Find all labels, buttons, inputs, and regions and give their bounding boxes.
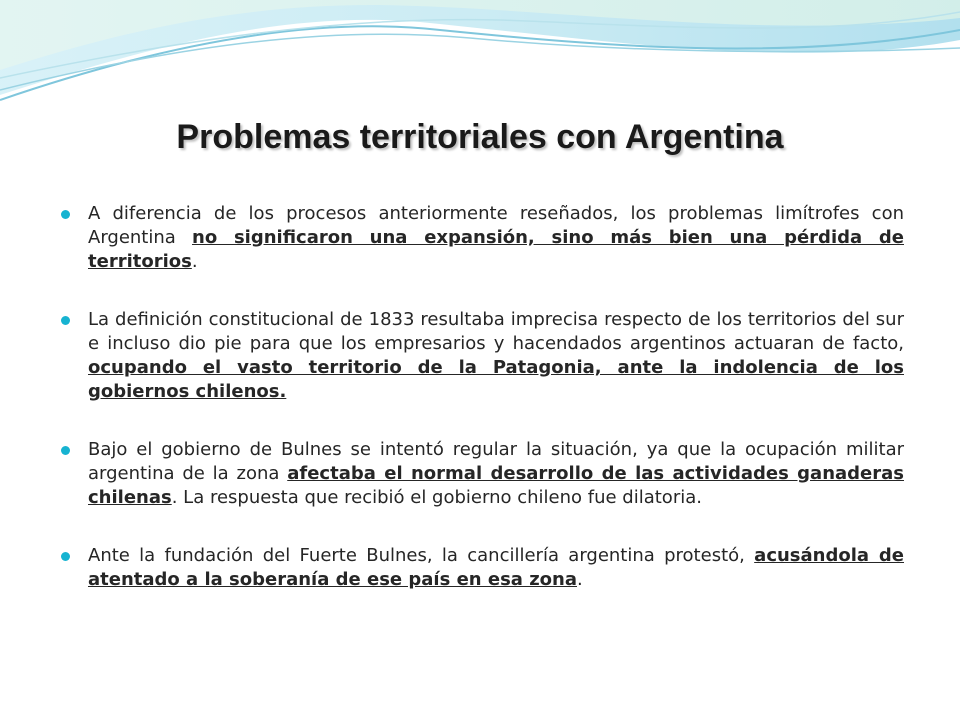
- bullet-highlight: afectaba el normal desarrollo de las actividades ganaderas chilenas: [88, 463, 904, 508]
- bullet-item: [58, 438, 904, 510]
- bullet-text: La definición constitucional de 1833 resultaba imprecisa respecto de los territorios del sur e incluso dio pie para que los empresarios y hacendados argentinos actuaran de facto,: [88, 309, 904, 354]
- bullet-dot-icon: [61, 210, 70, 219]
- bullet-dot-icon: [61, 552, 70, 561]
- bullet-text: Bajo el gobierno de Bulnes se intentó regular la situación, ya que la ocupación militar argentina de la zona: [88, 439, 904, 484]
- bullet-dot-icon: [61, 316, 70, 325]
- slide-title: Problemas territoriales con Argentina: [176, 118, 784, 156]
- bullet-item: [58, 202, 904, 274]
- wave-decoration: [0, 0, 960, 120]
- bullet-list: [58, 202, 904, 592]
- bullet-highlight: ocupando el vasto territorio de la Patagonia, ante la indolencia de los gobiernos chilenos.: [88, 357, 904, 402]
- bullet-text-end: .: [191, 251, 198, 272]
- bullet-text: A diferencia de los procesos anteriormente reseñados, los problemas limítrofes con Argentina: [88, 203, 904, 248]
- bullet-highlight: acusándola de atentado a la soberanía de ese país en esa zona: [88, 545, 904, 590]
- bullet-highlight: no significaron una expansión, sino más bien una pérdida de territorios: [88, 227, 904, 272]
- bullet-item: [58, 544, 904, 592]
- bullet-text-end: .: [577, 569, 583, 590]
- bullet-dot-icon: [61, 446, 70, 455]
- bullet-text-end: . La respuesta que recibió el gobierno chileno fue dilatoria.: [171, 487, 702, 508]
- bullet-text: Ante la fundación del Fuerte Bulnes, la cancillería argentina protestó,: [88, 545, 755, 566]
- bullet-item: [58, 308, 904, 404]
